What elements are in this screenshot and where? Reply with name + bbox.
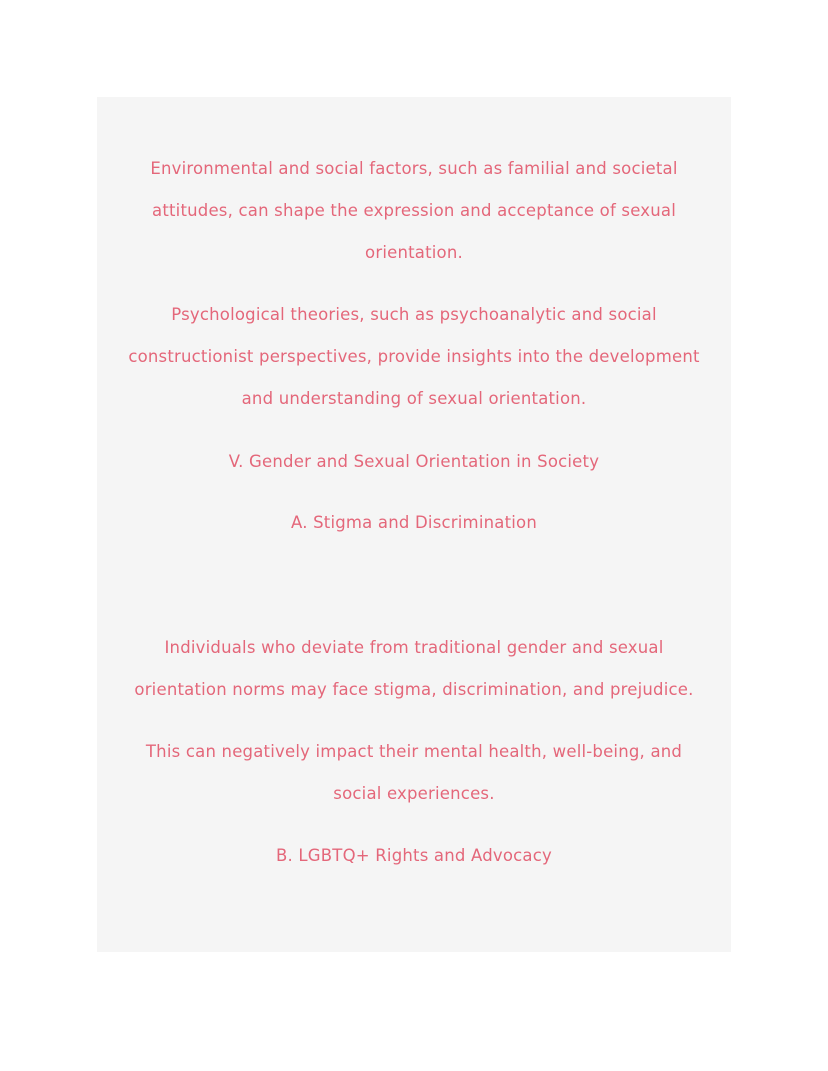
subsection-heading: B. LGBTQ+ Rights and Advocacy <box>276 846 552 865</box>
text-line: Individuals who deviate from traditional gender and sexual <box>164 638 664 657</box>
text-line: orientation norms may face stigma, discrimination, and prejudice. <box>134 680 694 699</box>
text-line: orientation. <box>365 243 463 262</box>
section-heading: V. Gender and Sexual Orientation in Society <box>228 452 600 471</box>
text-line: attitudes, can shape the expression and acceptance of sexual <box>152 201 676 220</box>
text-line: Environmental and social factors, such as familial and societal <box>150 159 678 178</box>
text-line: social experiences. <box>333 784 495 803</box>
text-line: Psychological theories, such as psychoanalytic and social <box>171 305 657 324</box>
subsection-heading: A. Stigma and Discrimination <box>291 513 537 532</box>
text-line: This can negatively impact their mental health, well-being, and <box>145 742 683 761</box>
text-line: constructionist perspectives, provide insights into the development <box>128 347 700 366</box>
text-line: and understanding of sexual orientation. <box>241 389 587 408</box>
